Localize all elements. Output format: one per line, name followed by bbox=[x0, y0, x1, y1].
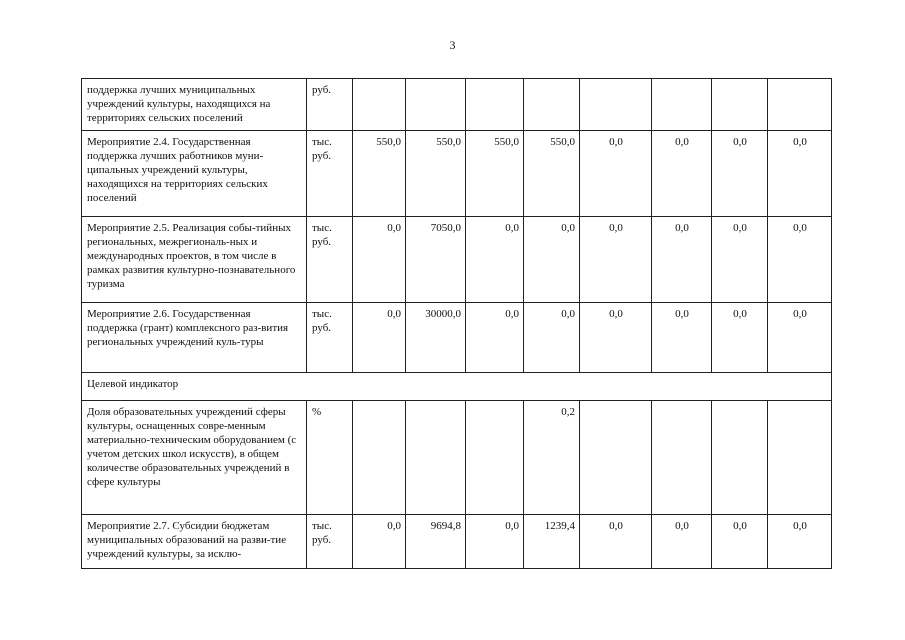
value-cell: 0,0 bbox=[712, 131, 768, 217]
value-cell bbox=[406, 79, 466, 131]
budget-table bbox=[81, 78, 832, 569]
table-row bbox=[82, 515, 832, 569]
page-number: 3 bbox=[449, 38, 456, 52]
value-cell bbox=[712, 401, 768, 515]
value-cell: 0,0 bbox=[524, 217, 580, 303]
unit-cell: руб. bbox=[307, 79, 353, 131]
value-cell: 0,0 bbox=[652, 515, 712, 569]
value-cell: 9694,8 bbox=[406, 515, 466, 569]
value-cell: 30000,0 bbox=[406, 303, 466, 373]
row-description: Мероприятие 2.4. Государственная поддержка лучших работников муни-ципальных учреждений культуры, находящихся на территориях сельских поселений bbox=[82, 131, 307, 217]
value-cell: 0,0 bbox=[580, 303, 652, 373]
value-cell: 0,0 bbox=[580, 131, 652, 217]
value-cell bbox=[353, 401, 406, 515]
row-description: Мероприятие 2.5. Реализация собы-тийных региональных, межрегиональ-ных и международных проектов, в том числе в рамках развития культурно-познавательного туризма bbox=[82, 217, 307, 303]
value-cell: 0,0 bbox=[466, 303, 524, 373]
section-title: Целевой индикатор bbox=[82, 373, 832, 401]
value-cell: 7050,0 bbox=[406, 217, 466, 303]
table-row bbox=[82, 131, 832, 217]
value-cell: 0,0 bbox=[580, 515, 652, 569]
value-cell: 1239,4 bbox=[524, 515, 580, 569]
value-cell: 550,0 bbox=[353, 131, 406, 217]
value-cell bbox=[768, 79, 832, 131]
value-cell bbox=[712, 79, 768, 131]
value-cell: 0,2 bbox=[524, 401, 580, 515]
value-cell: 0,0 bbox=[652, 217, 712, 303]
value-cell: 0,0 bbox=[652, 131, 712, 217]
value-cell bbox=[580, 401, 652, 515]
value-cell: 550,0 bbox=[466, 131, 524, 217]
row-description: Мероприятие 2.6. Государственная поддержка (грант) комплексного раз-вития региональных учреждений куль-туры bbox=[82, 303, 307, 373]
value-cell bbox=[652, 79, 712, 131]
value-cell bbox=[466, 79, 524, 131]
value-cell: 0,0 bbox=[353, 217, 406, 303]
value-cell: 0,0 bbox=[768, 217, 832, 303]
value-cell bbox=[768, 401, 832, 515]
section-row bbox=[82, 373, 832, 401]
value-cell: 0,0 bbox=[768, 303, 832, 373]
row-description: поддержка лучших муниципальных учреждений культуры, находящихся на территориях сельских поселений bbox=[82, 79, 307, 131]
value-cell: 0,0 bbox=[712, 303, 768, 373]
value-cell: 0,0 bbox=[580, 217, 652, 303]
value-cell: 0,0 bbox=[712, 515, 768, 569]
unit-cell: % bbox=[307, 401, 353, 515]
value-cell: 0,0 bbox=[652, 303, 712, 373]
value-cell: 0,0 bbox=[353, 303, 406, 373]
unit-cell: тыс. руб. bbox=[307, 515, 353, 569]
table-row bbox=[82, 303, 832, 373]
value-cell: 0,0 bbox=[712, 217, 768, 303]
table-row bbox=[82, 79, 832, 131]
value-cell: 0,0 bbox=[768, 515, 832, 569]
value-cell bbox=[406, 401, 466, 515]
table-row bbox=[82, 217, 832, 303]
value-cell bbox=[466, 401, 524, 515]
value-cell bbox=[580, 79, 652, 131]
row-description: Мероприятие 2.7. Субсидии бюджетам муниципальных образований на разви-тие учреждений культуры, за исклю- bbox=[82, 515, 307, 569]
value-cell: 0,0 bbox=[466, 515, 524, 569]
value-cell: 550,0 bbox=[524, 131, 580, 217]
unit-cell: тыс. руб. bbox=[307, 131, 353, 217]
table-row bbox=[82, 401, 832, 515]
value-cell: 0,0 bbox=[353, 515, 406, 569]
value-cell bbox=[652, 401, 712, 515]
value-cell: 0,0 bbox=[524, 303, 580, 373]
unit-cell: тыс. руб. bbox=[307, 217, 353, 303]
value-cell: 0,0 bbox=[768, 131, 832, 217]
value-cell bbox=[353, 79, 406, 131]
value-cell bbox=[524, 79, 580, 131]
value-cell: 550,0 bbox=[406, 131, 466, 217]
value-cell: 0,0 bbox=[466, 217, 524, 303]
unit-cell: тыс. руб. bbox=[307, 303, 353, 373]
row-description: Доля образовательных учреждений сферы культуры, оснащенных совре-менным материально-техническим оборудованием (с учетом детских школ искусств), в общем количестве образовательных учреждений в сфере культуры bbox=[82, 401, 307, 515]
